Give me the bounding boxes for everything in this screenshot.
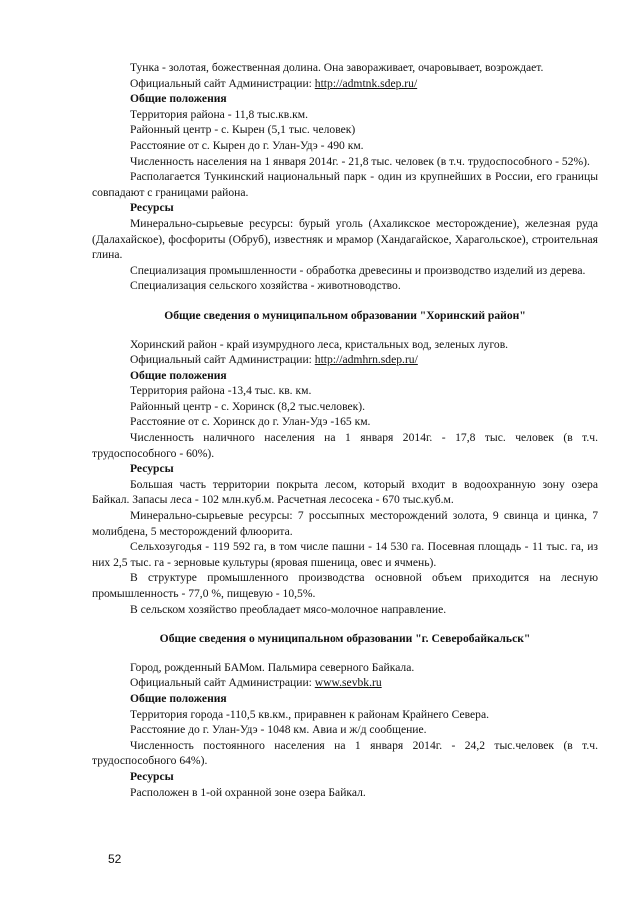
tunka-industry: Специализация промышленности - обработка древесины и производство изделий из дерева. [130, 263, 586, 277]
khorinsk-forest: Большая часть территории покрыта лесом, который входит в водоохранную зону озера Байкал. Запасы леса - 102 млн.куб.м. Расчетная лесосека - 670 тыс.куб.м. [92, 477, 598, 507]
khorinsk-title: Общие сведения о муниципальном образовании "Хоринский район" [164, 308, 526, 322]
severobaikalsk-site-line [92, 675, 598, 691]
document-page [92, 60, 598, 800]
severobaikalsk-location: Расположен в 1-ой охранной зоне озера Байкал. [130, 785, 366, 799]
site-label: Официальный сайт Администрации: [130, 76, 315, 90]
tunka-intro: Тунка - золотая, божественная долина. Она завораживает, очаровывает, возрождает. [130, 61, 544, 74]
khorinsk-agriculture: В сельском хозяйство преобладает мясо-молочное направление. [130, 602, 447, 616]
tunka-park: Располагается Тункинский национальный парк - один из крупнейших в России, его границы совпадают с границами района. [92, 170, 598, 199]
khorinsk-industry: В структуре промышленного производства основной объем приходится на лесную промышленность - 77,0 %, пищевую - 10,5%. [92, 571, 598, 600]
khorinsk-intro: Хоринский район - край изумрудного леса, кристальных вод, зеленых лугов. [130, 337, 509, 351]
tunka-territory: Территория района - 11,8 тыс.кв.км. [130, 107, 309, 121]
tunka-agriculture: Специализация сельского хозяйства - животноводство. [130, 279, 401, 293]
site-label: Официальный сайт Администрации: [130, 676, 315, 690]
severobaikalsk-distance: Расстояние до г. Улан-Удэ - 1048 км. Авиа и ж/д сообщение. [130, 723, 427, 737]
tunka-center: Районный центр - с. Кырен (5,1 тыс. человек) [130, 123, 356, 137]
khorinsk-farmland: Сельхозугодья - 119 592 га, в том числе пашни - 14 530 га. Посевная площадь - 11 тыс. га, из них 2,5 тыс. га - зерновые культуры (яровая пшеница, овес и ячмень). [92, 540, 598, 569]
tunka-site-line [92, 76, 598, 92]
khorinsk-resources-heading: Ресурсы [130, 462, 174, 476]
khorinsk-site-link[interactable]: http://admhrn.sdep.ru/ [314, 353, 418, 367]
tunka-minerals: Минерально-сырьевые ресурсы: бурый уголь (Ахаликское месторождение), железная руда (Далахайское), фосфориты (Обруб), известняк и мрамор (Хандагайское, Харагольское), строительная глина. [92, 216, 598, 262]
tunka-resources-heading: Ресурсы [130, 201, 174, 215]
tunka-general-heading: Общие положения [130, 92, 227, 106]
site-label: Официальный сайт Администрации: [130, 353, 315, 367]
tunka-site-link[interactable]: http://admtnk.sdep.ru/ [314, 76, 418, 90]
severobaikalsk-site-link[interactable]: www.sevbk.ru [314, 676, 382, 690]
tunka-distance: Расстояние от с. Кырен до г. Улан-Удэ - 490 км. [130, 138, 364, 152]
khorinsk-distance: Расстояние от с. Хоринск до г. Улан-Удэ -165 км. [130, 415, 371, 429]
khorinsk-territory: Территория района -13,4 тыс. кв. км. [130, 384, 312, 398]
khorinsk-minerals: Минерально-сырьевые ресурсы: 7 россыпных месторождений золота, 9 свинца и цинка, 7 молибдена, 5 месторождений флюорита. [92, 509, 598, 538]
severobaikalsk-population: Численность постоянного населения на 1 января 2014г. - 24,2 тыс.человек (в т.ч. трудоспособного 64%). [92, 738, 598, 768]
tunka-population: Численность населения на 1 января 2014г. - 21,8 тыс. человек (в т.ч. трудоспособного - 52%). [130, 154, 590, 168]
severobaikalsk-title: Общие сведения о муниципальном образовании "г. Северобайкальск" [159, 632, 531, 646]
khorinsk-site-line [92, 352, 598, 368]
severobaikalsk-general-heading: Общие положения [130, 691, 227, 705]
severobaikalsk-resources-heading: Ресурсы [130, 769, 174, 783]
severobaikalsk-intro: Город, рожденный БАМом. Пальмира северного Байкала. [130, 660, 415, 674]
khorinsk-general-heading: Общие положения [130, 368, 227, 382]
khorinsk-population: Численность наличного населения на 1 января 2014г. - 17,8 тыс. человек (в т.ч. трудоспособного - 60%). [92, 431, 598, 460]
severobaikalsk-territory: Территория города -110,5 кв.км., приравнен к районам Крайнего Севера. [130, 707, 490, 721]
page-number: 52 [108, 852, 122, 866]
khorinsk-center: Районный центр - с. Хоринск (8,2 тыс.человек). [130, 399, 366, 413]
